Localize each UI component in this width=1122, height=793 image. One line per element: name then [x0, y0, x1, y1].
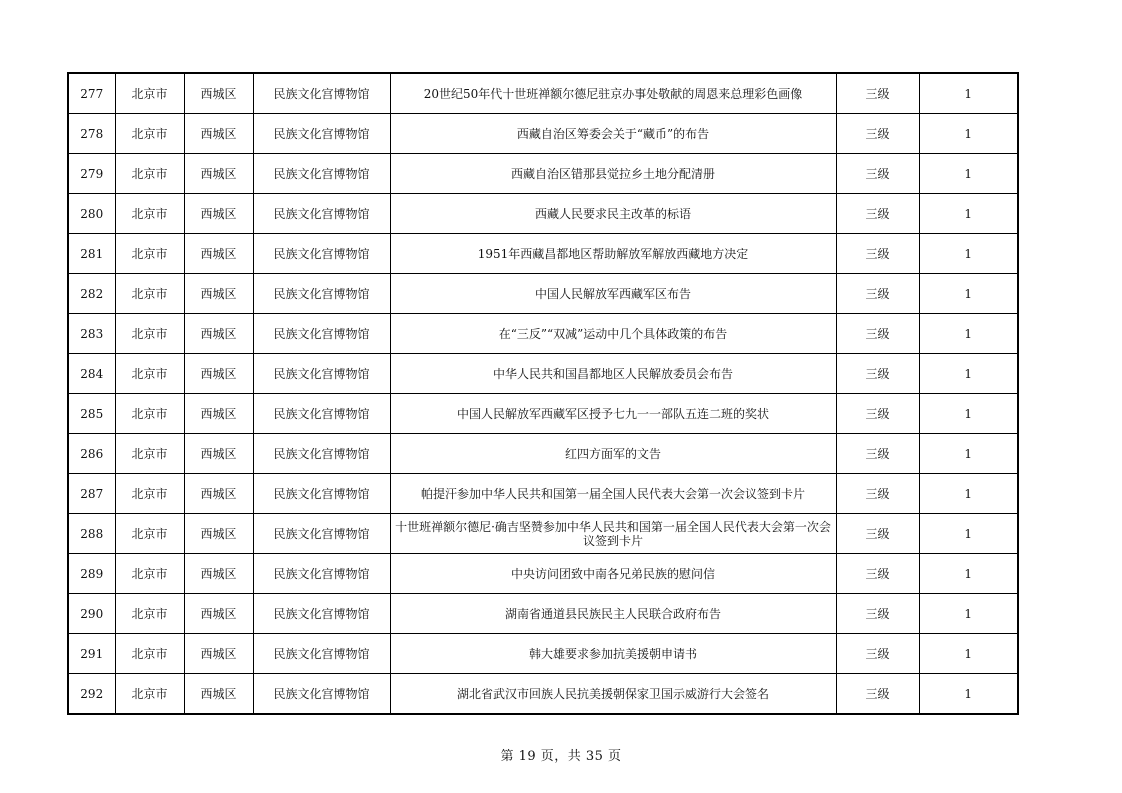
cell-grade: 三级	[836, 354, 919, 394]
cell-collection-unit: 民族文化宫博物馆	[253, 394, 390, 434]
cell-quantity: 1	[919, 514, 1018, 554]
cell-city: 北京市	[115, 114, 184, 154]
cell-district: 西城区	[184, 154, 253, 194]
cell-grade: 三级	[836, 114, 919, 154]
cell-quantity: 1	[919, 634, 1018, 674]
cell-district: 西城区	[184, 194, 253, 234]
cell-quantity: 1	[919, 194, 1018, 234]
cell-collection-unit: 民族文化宫博物馆	[253, 154, 390, 194]
cell-city: 北京市	[115, 634, 184, 674]
cell-district: 西城区	[184, 354, 253, 394]
cell-relic-name: 十世班禅额尔德尼·确吉坚赞参加中华人民共和国第一届全国人民代表大会第一次会议签到卡片	[390, 514, 836, 554]
cell-relic-name: 中国人民解放军西藏军区布告	[390, 274, 836, 314]
cell-district: 西城区	[184, 274, 253, 314]
cell-collection-unit: 民族文化宫博物馆	[253, 73, 390, 114]
table-row	[68, 194, 1018, 234]
table-row	[68, 274, 1018, 314]
cell-grade: 三级	[836, 554, 919, 594]
cell-relic-name: 帕提汗参加中华人民共和国第一届全国人民代表大会第一次会议签到卡片	[390, 474, 836, 514]
cell-quantity: 1	[919, 114, 1018, 154]
cell-quantity: 1	[919, 314, 1018, 354]
cell-grade: 三级	[836, 314, 919, 354]
cell-number: 290	[68, 594, 115, 634]
document-sheet	[67, 72, 1017, 715]
table-row	[68, 514, 1018, 554]
cell-district: 西城区	[184, 674, 253, 715]
cell-grade: 三级	[836, 274, 919, 314]
cell-number: 288	[68, 514, 115, 554]
cell-collection-unit: 民族文化宫博物馆	[253, 314, 390, 354]
cell-city: 北京市	[115, 73, 184, 114]
cell-collection-unit: 民族文化宫博物馆	[253, 434, 390, 474]
cell-grade: 三级	[836, 73, 919, 114]
relics-table	[67, 72, 1019, 715]
cell-city: 北京市	[115, 234, 184, 274]
cell-district: 西城区	[184, 434, 253, 474]
cell-quantity: 1	[919, 474, 1018, 514]
cell-city: 北京市	[115, 194, 184, 234]
table-row	[68, 354, 1018, 394]
cell-collection-unit: 民族文化宫博物馆	[253, 634, 390, 674]
table-row	[68, 434, 1018, 474]
cell-number: 287	[68, 474, 115, 514]
cell-city: 北京市	[115, 434, 184, 474]
cell-city: 北京市	[115, 354, 184, 394]
table-row	[68, 394, 1018, 434]
cell-city: 北京市	[115, 594, 184, 634]
cell-collection-unit: 民族文化宫博物馆	[253, 234, 390, 274]
cell-district: 西城区	[184, 514, 253, 554]
table-row	[68, 674, 1018, 715]
cell-collection-unit: 民族文化宫博物馆	[253, 274, 390, 314]
cell-relic-name: 西藏自治区筹委会关于“藏币”的布告	[390, 114, 836, 154]
cell-city: 北京市	[115, 514, 184, 554]
cell-number: 282	[68, 274, 115, 314]
cell-district: 西城区	[184, 594, 253, 634]
cell-relic-name: 红四方面军的文告	[390, 434, 836, 474]
cell-city: 北京市	[115, 674, 184, 715]
cell-quantity: 1	[919, 434, 1018, 474]
cell-relic-name: 西藏自治区错那县觉拉乡土地分配清册	[390, 154, 836, 194]
cell-quantity: 1	[919, 154, 1018, 194]
table-row	[68, 634, 1018, 674]
cell-relic-name: 在“三反”“双减”运动中几个具体政策的布告	[390, 314, 836, 354]
table-row	[68, 554, 1018, 594]
cell-district: 西城区	[184, 234, 253, 274]
cell-number: 281	[68, 234, 115, 274]
cell-grade: 三级	[836, 434, 919, 474]
cell-relic-name: 1951年西藏昌都地区帮助解放军解放西藏地方决定	[390, 234, 836, 274]
cell-collection-unit: 民族文化宫博物馆	[253, 674, 390, 715]
cell-grade: 三级	[836, 514, 919, 554]
cell-relic-name: 中央访问团致中南各兄弟民族的慰问信	[390, 554, 836, 594]
cell-city: 北京市	[115, 474, 184, 514]
table-row	[68, 234, 1018, 274]
cell-number: 285	[68, 394, 115, 434]
cell-relic-name: 中国人民解放军西藏军区授予七九一一部队五连二班的奖状	[390, 394, 836, 434]
cell-relic-name: 中华人民共和国昌都地区人民解放委员会布告	[390, 354, 836, 394]
cell-quantity: 1	[919, 234, 1018, 274]
cell-number: 289	[68, 554, 115, 594]
cell-quantity: 1	[919, 354, 1018, 394]
cell-collection-unit: 民族文化宫博物馆	[253, 354, 390, 394]
cell-number: 277	[68, 73, 115, 114]
table-row	[68, 314, 1018, 354]
cell-relic-name: 湖北省武汉市回族人民抗美援朝保家卫国示威游行大会签名	[390, 674, 836, 715]
cell-number: 280	[68, 194, 115, 234]
table-row	[68, 114, 1018, 154]
cell-grade: 三级	[836, 474, 919, 514]
cell-collection-unit: 民族文化宫博物馆	[253, 114, 390, 154]
cell-collection-unit: 民族文化宫博物馆	[253, 474, 390, 514]
cell-district: 西城区	[184, 314, 253, 354]
cell-collection-unit: 民族文化宫博物馆	[253, 554, 390, 594]
cell-relic-name: 湖南省通道县民族民主人民联合政府布告	[390, 594, 836, 634]
cell-number: 286	[68, 434, 115, 474]
cell-grade: 三级	[836, 594, 919, 634]
cell-district: 西城区	[184, 634, 253, 674]
page-number: 第 19 页，共 35 页	[500, 749, 622, 764]
cell-quantity: 1	[919, 674, 1018, 715]
cell-quantity: 1	[919, 554, 1018, 594]
cell-quantity: 1	[919, 274, 1018, 314]
cell-city: 北京市	[115, 394, 184, 434]
cell-number: 283	[68, 314, 115, 354]
cell-number: 278	[68, 114, 115, 154]
cell-district: 西城区	[184, 554, 253, 594]
cell-grade: 三级	[836, 394, 919, 434]
cell-district: 西城区	[184, 474, 253, 514]
cell-quantity: 1	[919, 394, 1018, 434]
cell-grade: 三级	[836, 634, 919, 674]
cell-relic-name: 韩大雄要求参加抗美援朝申请书	[390, 634, 836, 674]
cell-number: 284	[68, 354, 115, 394]
cell-relic-name: 20世纪50年代十世班禅额尔德尼驻京办事处敬献的周恩来总理彩色画像	[390, 73, 836, 114]
table-row	[68, 73, 1018, 114]
cell-city: 北京市	[115, 554, 184, 594]
table-row	[68, 474, 1018, 514]
cell-city: 北京市	[115, 314, 184, 354]
cell-collection-unit: 民族文化宫博物馆	[253, 194, 390, 234]
cell-grade: 三级	[836, 194, 919, 234]
cell-number: 292	[68, 674, 115, 715]
cell-district: 西城区	[184, 73, 253, 114]
cell-grade: 三级	[836, 674, 919, 715]
table-row	[68, 154, 1018, 194]
cell-collection-unit: 民族文化宫博物馆	[253, 594, 390, 634]
table-row	[68, 594, 1018, 634]
cell-city: 北京市	[115, 274, 184, 314]
cell-district: 西城区	[184, 394, 253, 434]
cell-city: 北京市	[115, 154, 184, 194]
cell-quantity: 1	[919, 594, 1018, 634]
cell-quantity: 1	[919, 73, 1018, 114]
cell-relic-name: 西藏人民要求民主改革的标语	[390, 194, 836, 234]
cell-grade: 三级	[836, 234, 919, 274]
cell-number: 291	[68, 634, 115, 674]
cell-grade: 三级	[836, 154, 919, 194]
cell-number: 279	[68, 154, 115, 194]
relics-table-body	[68, 73, 1018, 714]
cell-collection-unit: 民族文化宫博物馆	[253, 514, 390, 554]
cell-district: 西城区	[184, 114, 253, 154]
